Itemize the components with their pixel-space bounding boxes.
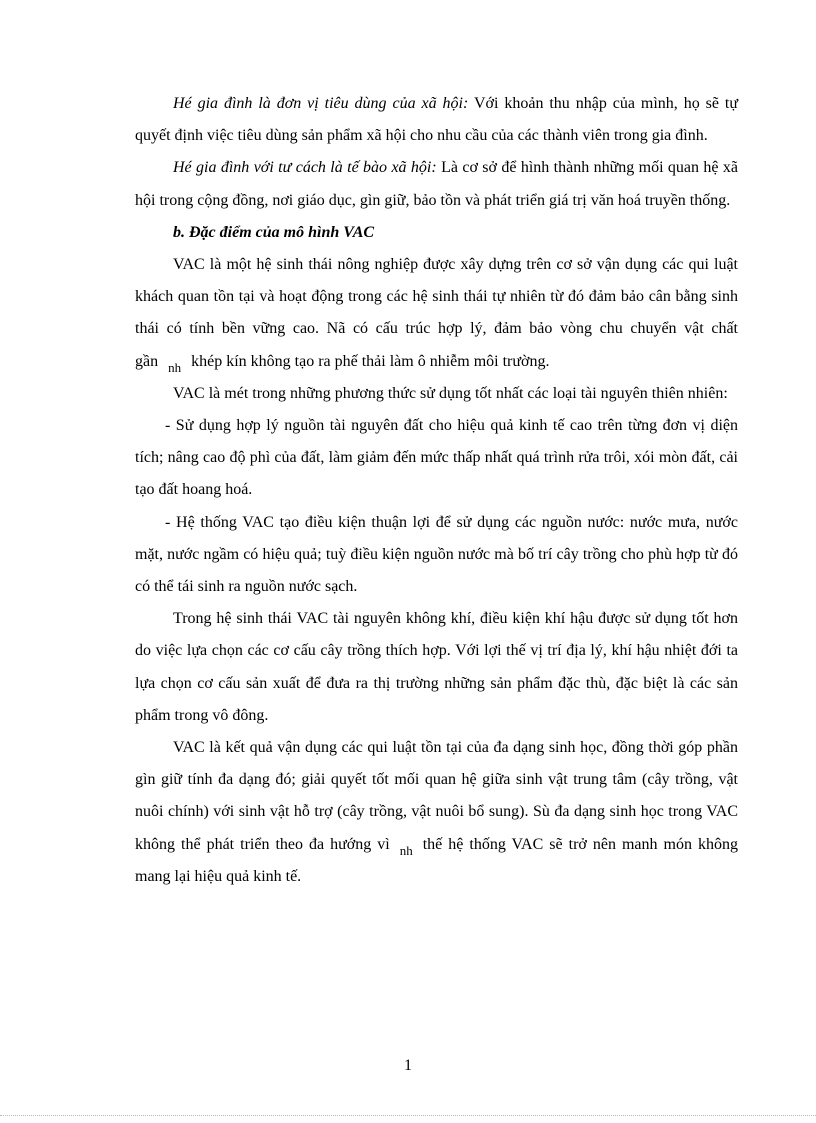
subscript-fragment: nh bbox=[168, 359, 182, 375]
paragraph-text: Là cơ sở để hình thành những mối quan hệ xã hội trong cộng đồng, nơi giáo dục, gìn giữ, bảo tồn và phát triển giá trị văn hoá truyền thống. bbox=[135, 159, 738, 209]
bullet-water-use: - Hệ thống VAC tạo điều kiện thuận lợi để sử dụng các nguồn nước: nước mưa, nước mặt, nước ngầm có hiệu quả; tuỳ điều kiện nguồn nước mà bố trí cây trồng cho phù hợp từ đó có thể tái sinh ra nguồn nước sạch. bbox=[135, 513, 738, 596]
paragraph-text: Với khoản thu nhập của mình, họ sẽ tự quyết định việc tiêu dùng sản phẩm xã hội cho nhu cầu của các thành viên trong gia đình. bbox=[135, 95, 739, 145]
subscript-fragment: nh bbox=[399, 842, 413, 858]
paragraph-vac-climate: Trong hệ sinh thái VAC tài nguyên không khí, điều kiện khí hậu được sử dụng tốt hơn do việc lựa chọn các cơ cấu cây trồng thích hợp. Với lợi thế vị trí địa lý, khí hậu nhiệt đới ta lựa chọn cơ cấu sản xuất để đưa ra thị trường những sản phẩm đặc thù, đặc biệt là các sản phẩm trong vô đông. bbox=[135, 610, 738, 724]
paragraph-vac-ecosystem bbox=[135, 249, 738, 378]
paragraph-text: VAC là một hệ sinh thái nông nghiệp được xây dựng trên cơ sở vận dụng các qui luật khách quan tồn tại và hoạt động trong các hệ sinh thái tự nhiên từ đó đảm bảo cân bằng sinh thái có tính bền vững cao. Nã có cấu trúc hợp lý, đảm bảo vòng chu chuyển vật chất gần bbox=[135, 256, 738, 370]
paragraph-lead: Hé gia đình với tư cách là tế bào xã hội: bbox=[173, 159, 437, 177]
paragraph-text: VAC là kết quả vận dụng các qui luật tồn tại của đa dạng sinh học, đồng thời góp phần gìn giữ tính đa dạng đó; giải quyết tốt mối quan hệ giữa sinh vật trung tâm (cây trồng, vật nuôi chính) với sinh vật hỗ trợ (cây trồng, vật nuôi bổ sung). Sù đa dạng sinh học trong VAC không thể phát triển theo đa hướng vì bbox=[135, 739, 738, 853]
document-body bbox=[135, 88, 738, 893]
paragraph-vac-resources: VAC là mét trong những phương thức sử dụng tốt nhất các loại tài nguyên thiên nhiên: bbox=[173, 384, 728, 402]
paragraph-household-consumer bbox=[135, 88, 738, 152]
paragraph-text: khép kín không tạo ra phế thải làm ô nhiễm môi trường. bbox=[191, 352, 550, 370]
bullet-land-use: - Sử dụng hợp lý nguồn tài nguyên đất cho hiệu quả kinh tế cao trên từng đơn vị diện tích; nâng cao độ phì của đất, làm giảm đến mức thấp nhất quá trình rửa trôi, xói mòn đất, cải tạo đất hoang hoá. bbox=[135, 417, 738, 499]
page-bottom-divider bbox=[0, 1115, 816, 1116]
paragraph-household-social-cell bbox=[135, 152, 738, 216]
paragraph-text: thế hệ thống VAC sẽ trở nên manh món không mang lại hiệu quả kinh tế. bbox=[135, 835, 738, 885]
paragraph-lead: Hé gia đình là đơn vị tiêu dùng của xã hội: bbox=[173, 95, 469, 112]
section-heading: b. Đặc điểm của mô hình VAC bbox=[173, 223, 375, 241]
page-number: 1 bbox=[404, 1057, 412, 1074]
paragraph-vac-biodiversity bbox=[135, 732, 738, 893]
